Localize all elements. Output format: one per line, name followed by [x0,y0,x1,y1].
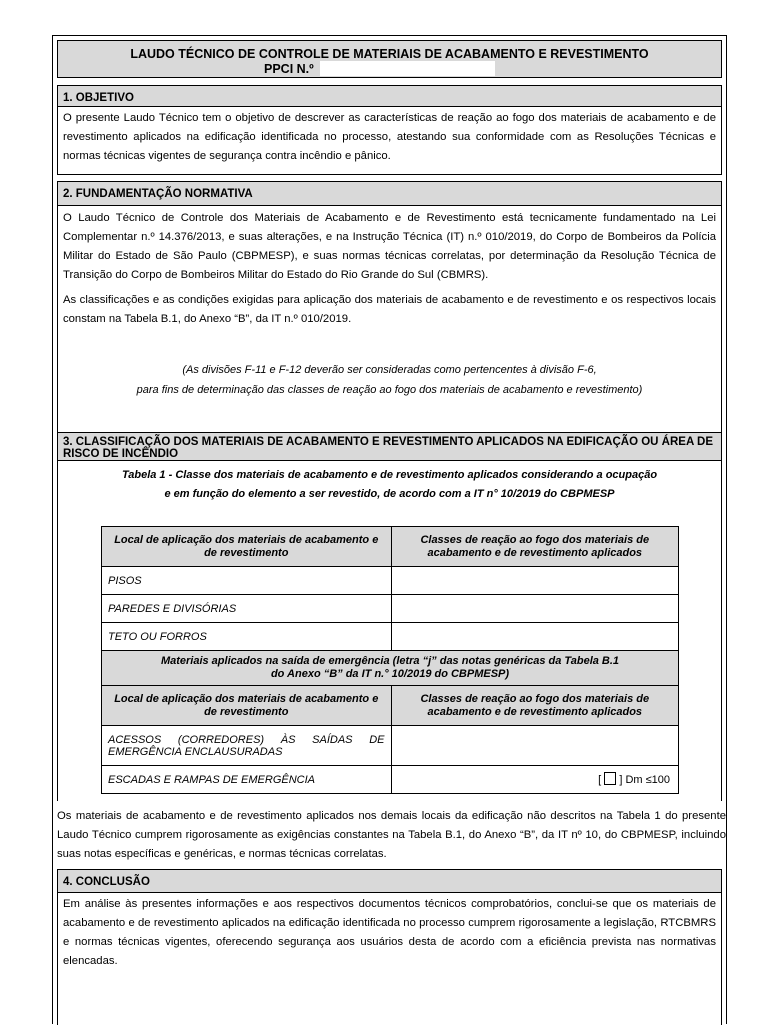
table-cell-classe-input[interactable] [391,623,678,651]
table-row [102,623,679,651]
dm-label: Dm ≤100 [625,774,670,786]
table-cell-local: ACESSOS (CORREDORES) ÀS SAÍDAS DE EMERGÊNCIA ENCLAUSURADAS [102,726,392,766]
table-cell-local: PAREDES E DIVISÓRIAS [102,595,392,623]
table-cell-classe-input[interactable] [391,726,678,766]
section-body-objetivo [57,107,722,175]
table-cell-classe-input[interactable] [391,567,678,595]
dm-checkbox[interactable] [604,772,616,785]
section-body-fundamentacao [57,206,722,433]
objetivo-text: O presente Laudo Técnico tem o objetivo de descrever as características de reação ao fogo dos materiais de acabamento e de revestimento aplicados na edificação identificada no processo, atestando sua conformidade com as Resoluções Técnicas e normas técnicas vigentes de segurança contra incêndio e pânico. [63,112,716,162]
table-header-classes-exit: Classes de reação ao fogo dos materiais de acabamento e de revestimento aplicados [391,686,678,726]
table-cell-classe-input[interactable] [391,595,678,623]
section-heading-conclusao: 4. CONCLUSÃO [57,869,722,893]
dm-checkbox-group: [ ] Dm ≤100 [598,774,670,786]
table-caption-line-1: Tabela 1 - Classe dos materiais de acabamento e de revestimento aplicados considerando a ocupação [121,469,658,481]
fundamentacao-paragraph-2: As classificações e as condições exigidas para aplicação dos materiais de acabamento e de revestimento e os respectivos locais constam na Tabela B.1, do Anexo “B”, da IT n.º 010/2019. [63,294,716,325]
exit-header-line-2: do Anexo “B” da IT n.° 10/2019 do CBPMESP) [270,668,510,680]
document-title: LAUDO TÉCNICO DE CONTROLE DE MATERIAIS DE ACABAMENTO E REVESTIMENTO [130,47,649,61]
table-cell-classe-input[interactable] [391,766,678,794]
section-heading-objetivo: 1. OBJETIVO [57,85,722,107]
fundamentacao-note-line-2: para fins de determinação das classes de reação ao fogo dos materiais de acabamento e revestimento) [136,384,643,396]
section-body-conclusao [57,893,722,1025]
materials-table [101,526,679,794]
table-header-local: Local de aplicação dos materiais de acabamento e de revestimento [102,527,392,567]
fundamentacao-note-line-1: (As divisões F-11 e F-12 deverão ser consideradas como pertencentes à divisão F-6, [182,364,597,376]
table-row [102,726,679,766]
ppci-number-field[interactable] [320,61,495,76]
table-cell-local: ESCADAS E RAMPAS DE EMERGÊNCIA [102,766,392,794]
table-cell-local: TETO OU FORROS [102,623,392,651]
table-header-classes: Classes de reação ao fogo dos materiais de acabamento e de revestimento aplicados [391,527,678,567]
table-row [102,766,679,794]
fundamentacao-paragraph-1: O Laudo Técnico de Controle dos Materiais de Acabamento e de Revestimento está tecnicamente fundamentado na Lei Complementar n.º 14.376/2013, e suas alterações, e na Instrução Técnica (IT) n.º 010/2019, do Corpo de Bombeiros da Polícia Militar do Estado de São Paulo (CBPMESP), e suas normas técnicas correlatas, por determinação da Resolução Técnica de Transição do Corpo de Bombeiros Militar do Estado do Rio Grande do Sul (CBMRS). [63,212,716,281]
ppci-label: PPCI N.º [264,62,314,76]
document-header [57,40,722,78]
exit-materials-header [102,651,679,686]
document-page [52,35,727,1024]
table-caption-line-2: e em função do elemento a ser revestido, de acordo com a IT n° 10/2019 do CBPMESP [164,488,615,500]
classificacao-after-text: Os materiais de acabamento e de revestimento aplicados nos demais locais da edificação não descritos na Tabela 1 do presente Laudo Técnico cumprem rigorosamente as exigências constantes na Tabela B.1, do Anexo “B”, da IT nº 10, do CBPMESP, incluindo suas notas específicas e genéricas, e normas técnicas correlatas. [57,810,726,860]
section-heading-classificacao: 3. CLASSIFICAÇÃO DOS MATERIAIS DE ACABAMENTO E REVESTIMENTO APLICADOS NA EDIFICAÇÃO OU ÁREA DE RISCO DE INCÊNDIO [57,432,722,461]
table-header-local-exit: Local de aplicação dos materiais de acabamento e de revestimento [102,686,392,726]
section-heading-fundamentacao: 2. FUNDAMENTAÇÃO NORMATIVA [57,181,722,206]
table-cell-local: PISOS [102,567,392,595]
exit-header-line-1: Materiais aplicados na saída de emergência (letra “j” das notas genéricas da Tabela B.1 [160,655,620,667]
conclusao-text: Em análise às presentes informações e aos respectivos documentos técnicos comprobatórios, conclui-se que os materiais de acabamento e de revestimento aplicados na edificação identificada no processo cumprem rigorosamente a legislação, RTCBMRS e normas técnicas vigentes, oferecendo segurança aos usuários desta de acordo com a eficiência prevista nas normativas elencadas. [63,898,716,967]
table-row [102,567,679,595]
table-row [102,595,679,623]
